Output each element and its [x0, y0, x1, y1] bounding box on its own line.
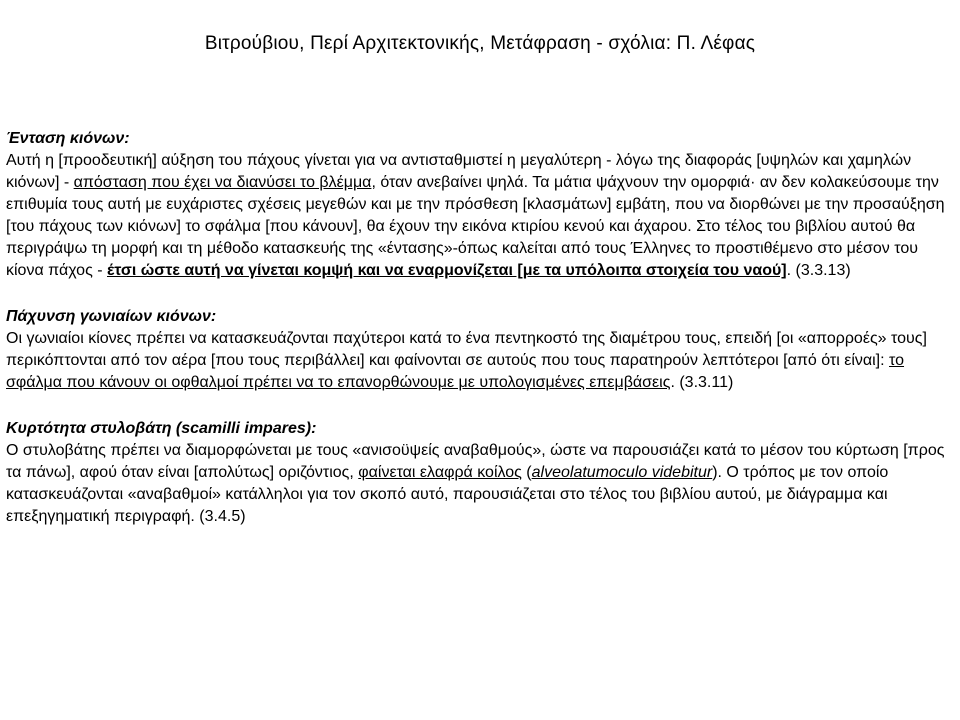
section-heading: Κυρτότητα στυλοβάτη (scamilli impares):: [6, 420, 317, 437]
section-text: [6, 440, 951, 528]
section-entasis: [6, 128, 951, 282]
text-run: Οι γωνιαίοι κίονες πρέπει να κατασκευάζονται παχύτεροι κατά το ένα πεντηκοστό της διαμέτρου τους, επειδή [οι «απορροές» τους] περικόπτονται από τον αέρα [που τους περιβάλλει] και φαίνονται σε αυτούς που τους παρατηρούν λεπτότεροι [από ότι είναι]:: [6, 330, 927, 369]
section-corner-columns: [6, 306, 951, 394]
reference: . (3.3.13): [786, 262, 851, 279]
section-heading: Ένταση κιόνων:: [6, 130, 130, 147]
text-run: Αυτή η [προοδευτική] αύξηση του πάχους γίνεται για να αντισταθμιστεί η μεγαλύτερη - λόγω της διαφοράς [υψηλών και χαμηλών κιόνων] -: [6, 152, 912, 191]
latin-quote: alveolatumoculo videbitur: [531, 464, 713, 481]
section-text: [6, 150, 951, 282]
underlined-text: το σφάλμα που κάνουν οι οφθαλμοί πρέπει να το επανορθώνουμε με υπολογισμένες επεμβάσεις: [6, 352, 905, 391]
reference: . (3.3.11): [670, 374, 734, 391]
text-run: , όταν ανεβαίνει ψηλά. Τα μάτια ψάχνουν την ομορφιά· αν δεν κολακεύσουμε την επιθυμία τους αυτή με ευχάριστες σχέσεις μεγεθών και με την πρόσθεση [κλασμάτων] εμβάτη, που να διορθώνει με την προσαύξηση [του πάχους των κιόνων] το σφάλμα [που κάνουν], θα έχουν την εικόνα κτιρίου κενού και άχαρου. Στο τέλος του βιβλίου αυτού θα περιγράψω τη μορφή και τη μέθοδο κατασκευής της «έντασης»-όπως καλείται από τους Έλληνες το προστιθέμενο στο μέσον του κίονα πάχος -: [6, 174, 945, 279]
section-stylobate: [6, 418, 951, 528]
document-body: [6, 128, 951, 552]
text-run: ). Ο τρόπος με τον οποίο κατασκευάζονται «αναβαθμοί» κατάλληλοι για τον σκοπό αυτό, παρουσιάζεται στο τέλος του βιβλίου αυτού, με διάγραμμα και επεξηγηματική περιγραφή. (3.4.5): [6, 464, 889, 525]
section-heading: Πάχυνση γωνιαίων κιόνων:: [6, 308, 217, 325]
underlined-bold-text: έτσι ώστε αυτή να γίνεται κομψή και να εναρμονίζεται [με τα υπόλοιπα στοιχεία του ναού]: [107, 262, 787, 279]
underlined-text: απόσταση που έχει να διανύσει το βλέμμα: [73, 174, 372, 191]
underlined-text: φαίνεται ελαφρά κοίλος: [358, 464, 522, 481]
page-title: Βιτρούβιου, Περί Αρχιτεκτονικής, Μετάφραση - σχόλια: Π. Λέφας: [204, 33, 756, 54]
text-run: (: [521, 464, 532, 481]
text-run: Ο στυλοβάτης πρέπει να διαμορφώνεται με τους «ανισοϋψείς αναβαθμούς», ώστε να παρουσιάζει κατά το μέσον του κύρτωση [προς τα πάνω], αφού όταν είναι [απολύτως] οριζόντιος,: [6, 442, 945, 481]
section-text: [6, 328, 951, 394]
